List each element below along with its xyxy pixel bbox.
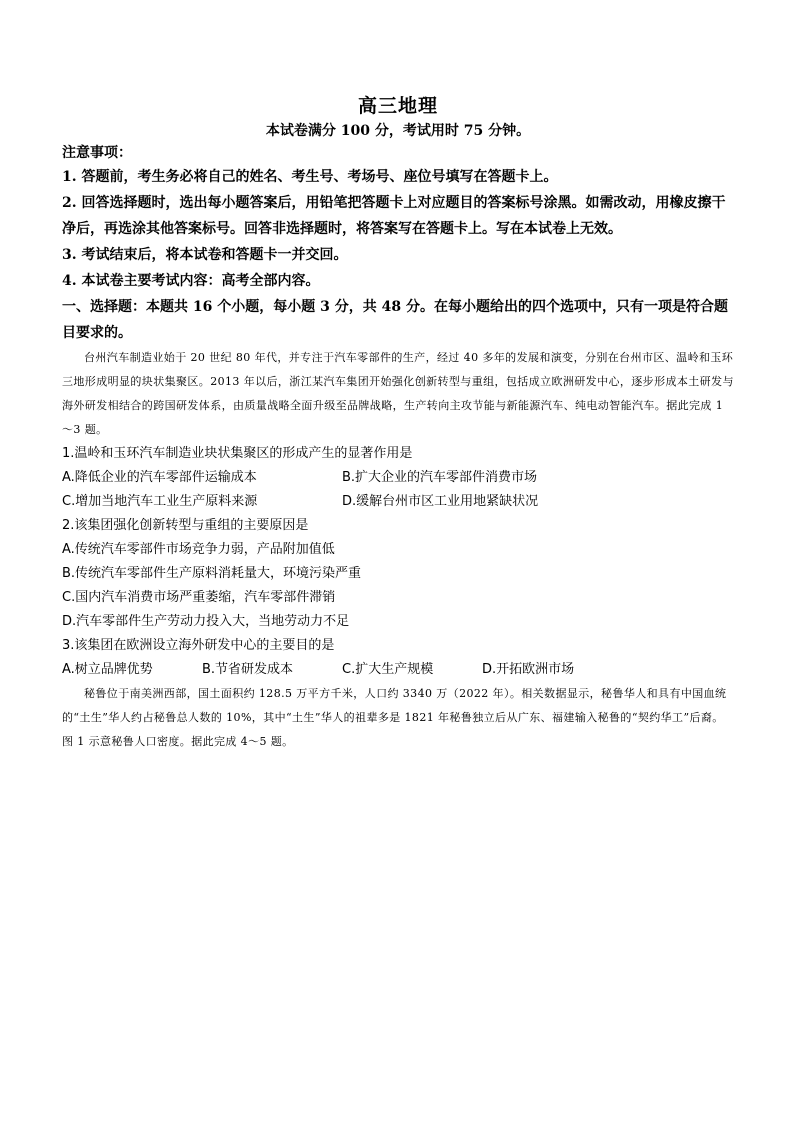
question-3-options [62,658,734,682]
notice-item-2: 2. 回答选择题时，选出每小题答案后，用铅笔把答题卡上对应题目的答案标号涂黑。如需改动，用橡皮擦干净后，再选涂其他答案标号。回答非选择题时，将答案写在答题卡上。写在本试卷上无效。 [62,195,726,237]
question-3-option-b[interactable]: B.节省研发成本 [202,662,294,677]
exam-page [62,92,734,754]
notice-heading: 注意事项： [62,145,132,161]
exam-info: 本试卷满分 100 分，考试用时 75 分钟。 [265,123,531,139]
question-2-stem: 2.该集团强化创新转型与重组的主要原因是 [62,518,309,533]
question-1-stem: 1.温岭和玉环汽车制造业块状集聚区的形成产生的显著作用是 [62,446,413,461]
question-3-stem: 3.该集团在欧洲设立海外研发中心的主要目的是 [62,638,335,653]
page-title: 高三地理 [357,95,438,117]
reading-passage-1: 台州汽车制造业始于 20 世纪 80 年代，并专注于汽车零部件的生产，经过 40 多年的发展和演变，分别在台州市区、温岭和玉环三地形成明显的块状集聚区。2013 年以后，浙江某汽车集团开始强化创新转型与重组，包括成立欧洲研发中心，逐步形成本土研发与海外研发相结合的跨国研发体系，由质量战略全面升级至品牌战略，生产转向主攻节能与新能源汽车、纯电动智能汽车。据此完成 1～3 题。 [62,351,734,436]
question-2-option-a[interactable]: A.传统汽车零部件市场竞争力弱，产品附加值低 [62,542,335,557]
reading-passage-2: 秘鲁位于南美洲西部，国土面积约 128.5 万平方千米，人口约 3340 万（2022 年）。相关数据显示，秘鲁华人和具有中国血统的“土生”华人约占秘鲁总人数的 10%，其中“土生”华人的祖辈多是 1821 年秘鲁独立后从广东、福建输入秘鲁的“契约华工”后裔。图 1 示意秘鲁人口密度。据此完成 4～5 题。 [62,687,727,748]
question-2-option-d[interactable]: D.汽车零部件生产劳动力投入大，当地劳动力不足 [62,614,350,629]
section-heading: 一、选择题：本题共 16 个小题，每小题 3 分，共 48 分。在每小题给出的四个选项中，只有一项是符合题目要求的。 [62,299,728,341]
question-3-option-a[interactable]: A.树立品牌优势 [62,662,153,677]
question-2-option-b[interactable]: B.传统汽车零部件生产原料消耗量大，环境污染严重 [62,566,362,581]
question-2-option-c[interactable]: C.国内汽车消费市场严重萎缩，汽车零部件滞销 [62,590,336,605]
notice-item-3: 3. 考试结束后，将本试卷和答题卡一并交回。 [62,247,348,263]
question-3-option-d[interactable]: D.开拓欧洲市场 [482,662,575,677]
question-1-option-c[interactable]: C.增加当地汽车工业生产原料来源 [62,494,258,509]
notice-item-4: 4. 本试卷主要考试内容：高考全部内容。 [62,273,320,289]
question-3-option-c[interactable]: C.扩大生产规模 [342,662,434,677]
notice-item-1: 1. 答题前，考生务必将自己的姓名、考生号、考场号、座位号填写在答题卡上。 [62,169,558,185]
question-1-option-a[interactable]: A.降低企业的汽车零部件运输成本 [62,470,257,485]
question-1-option-d[interactable]: D.缓解台州市区工业用地紧缺状况 [342,494,539,509]
question-1-option-b[interactable]: B.扩大企业的汽车零部件消费市场 [342,470,538,485]
question-1-options [62,466,734,514]
